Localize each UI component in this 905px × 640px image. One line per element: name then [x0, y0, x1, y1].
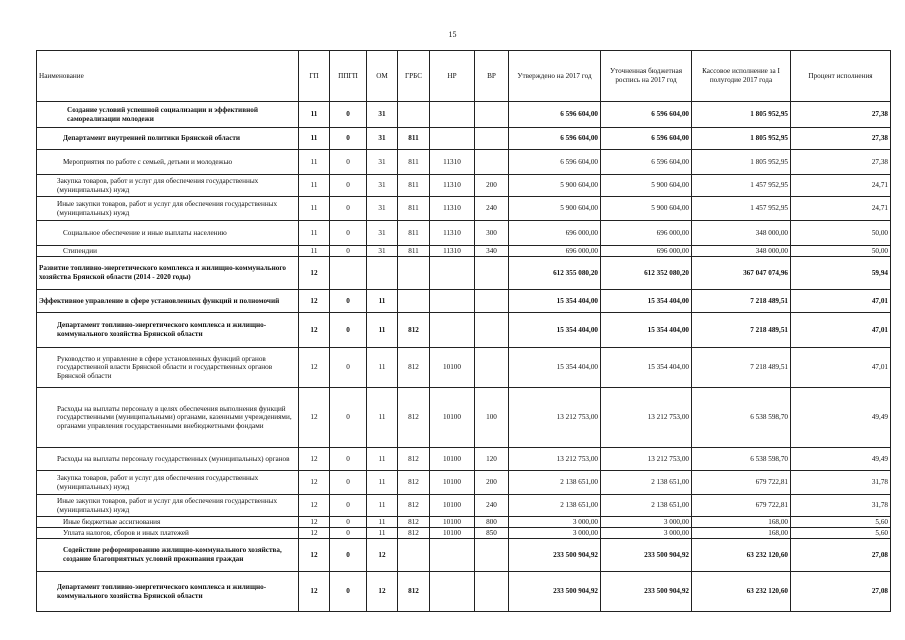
row-vr: 200 [475, 175, 509, 197]
row-om: 11 [367, 471, 398, 495]
row-gp: 11 [299, 128, 330, 150]
row-om: 12 [367, 572, 398, 612]
table-row [37, 388, 891, 448]
row-approved: 233 500 904,92 [509, 539, 601, 572]
table-row [37, 572, 891, 612]
row-refined: 612 352 080,20 [601, 257, 692, 290]
row-approved: 5 900 604,00 [509, 175, 601, 197]
row-refined: 13 212 753,00 [601, 388, 692, 448]
row-percent: 24,71 [791, 175, 891, 197]
row-cash: 1 805 952,95 [692, 128, 791, 150]
row-percent: 27,38 [791, 102, 891, 128]
row-ppgp: 0 [330, 495, 367, 517]
row-percent: 27,38 [791, 128, 891, 150]
row-approved: 15 354 404,00 [509, 348, 601, 388]
table-row [37, 246, 891, 257]
table-row [37, 290, 891, 313]
row-name: Департамент внутренней политики Брянской области [37, 128, 299, 150]
row-gp: 11 [299, 246, 330, 257]
row-name: Руководство и управление в сфере установленных функций органов государственной власти Брянской области и государственных органов Брянской области [37, 348, 299, 388]
row-ppgp: 0 [330, 246, 367, 257]
row-vr [475, 257, 509, 290]
row-name: Департамент топливно-энергетического комплекса и жилищно-коммунального хозяйства Брянской области [37, 572, 299, 612]
header-percent: Процент исполнения [791, 51, 891, 102]
row-ppgp: 0 [330, 348, 367, 388]
row-np [430, 128, 475, 150]
row-gp: 12 [299, 313, 330, 348]
row-om: 11 [367, 448, 398, 471]
header-cash: Кассовое исполнение за I полугодие 2017 года [692, 51, 791, 102]
row-name: Закупка товаров, работ и услуг для обеспечения государственных (муниципальных) нужд [37, 471, 299, 495]
row-cash: 63 232 120,60 [692, 572, 791, 612]
row-percent: 27,38 [791, 150, 891, 175]
row-ppgp: 0 [330, 313, 367, 348]
row-cash: 348 000,00 [692, 221, 791, 246]
row-vr [475, 290, 509, 313]
row-vr: 100 [475, 388, 509, 448]
row-ppgp [330, 257, 367, 290]
row-vr: 800 [475, 517, 509, 528]
row-cash: 1 457 952,95 [692, 175, 791, 197]
row-gp: 12 [299, 290, 330, 313]
header-np: НР [430, 51, 475, 102]
header-grbs: ГРБС [398, 51, 430, 102]
row-om: 31 [367, 102, 398, 128]
row-ppgp: 0 [330, 175, 367, 197]
row-approved: 13 212 753,00 [509, 388, 601, 448]
row-name: Расходы на выплаты персоналу в целях обеспечения выполнения функций государственными (муниципальными) органами, казенными учреждениями, органами управления государственными внебюджетными фондами [37, 388, 299, 448]
row-vr [475, 539, 509, 572]
table-row [37, 175, 891, 197]
header-ppgp: ППГП [330, 51, 367, 102]
row-np: 10100 [430, 471, 475, 495]
row-om: 11 [367, 313, 398, 348]
row-percent: 27,08 [791, 572, 891, 612]
row-approved: 15 354 404,00 [509, 290, 601, 313]
row-refined: 6 596 604,00 [601, 150, 692, 175]
row-vr: 240 [475, 197, 509, 221]
row-np [430, 572, 475, 612]
row-percent: 49,49 [791, 448, 891, 471]
header-row [37, 51, 891, 102]
row-cash: 679 722,81 [692, 471, 791, 495]
row-np: 10100 [430, 495, 475, 517]
row-np: 11310 [430, 221, 475, 246]
row-vr [475, 150, 509, 175]
row-approved: 5 900 604,00 [509, 197, 601, 221]
row-grbs [398, 290, 430, 313]
table-row [37, 528, 891, 539]
table-row [37, 128, 891, 150]
table-row [37, 221, 891, 246]
row-refined: 696 000,00 [601, 246, 692, 257]
row-gp: 11 [299, 102, 330, 128]
row-cash: 367 047 074,96 [692, 257, 791, 290]
row-name: Эффективное управление в сфере установленных функций и полномочий [37, 290, 299, 313]
table-row [37, 257, 891, 290]
table-row [37, 348, 891, 388]
row-approved: 6 596 604,00 [509, 128, 601, 150]
row-grbs: 811 [398, 175, 430, 197]
row-refined: 2 138 651,00 [601, 471, 692, 495]
row-refined: 233 500 904,92 [601, 539, 692, 572]
row-ppgp: 0 [330, 572, 367, 612]
row-name: Иные бюджетные ассигнования [37, 517, 299, 528]
row-om: 11 [367, 528, 398, 539]
row-refined: 233 500 904,92 [601, 572, 692, 612]
row-gp: 12 [299, 539, 330, 572]
row-om: 11 [367, 495, 398, 517]
row-gp: 12 [299, 448, 330, 471]
row-name: Закупка товаров, работ и услуг для обеспечения государственных (муниципальных) нужд [37, 175, 299, 197]
row-cash: 168,00 [692, 517, 791, 528]
row-om: 31 [367, 197, 398, 221]
header-om: ОМ [367, 51, 398, 102]
row-np [430, 257, 475, 290]
row-gp: 12 [299, 388, 330, 448]
row-gp: 11 [299, 197, 330, 221]
row-om: 11 [367, 348, 398, 388]
row-percent: 31,78 [791, 471, 891, 495]
row-refined: 5 900 604,00 [601, 197, 692, 221]
row-refined: 6 596 604,00 [601, 128, 692, 150]
row-approved: 6 596 604,00 [509, 102, 601, 128]
row-name: Развитие топливно-энергетического комплекса и жилищно-коммунального хозяйства Брянской области (2014 - 2020 годы) [37, 257, 299, 290]
row-approved: 612 355 080,20 [509, 257, 601, 290]
table-row [37, 495, 891, 517]
row-ppgp: 0 [330, 528, 367, 539]
row-cash: 6 538 598,70 [692, 448, 791, 471]
row-refined: 3 000,00 [601, 517, 692, 528]
row-percent: 5,60 [791, 517, 891, 528]
row-om: 12 [367, 539, 398, 572]
row-gp: 11 [299, 175, 330, 197]
row-percent: 47,01 [791, 290, 891, 313]
row-name: Стипендии [37, 246, 299, 257]
row-approved: 3 000,00 [509, 528, 601, 539]
row-vr [475, 348, 509, 388]
header-refined: Уточненная бюджетная роспись на 2017 год [601, 51, 692, 102]
row-vr [475, 572, 509, 612]
row-om: 31 [367, 175, 398, 197]
row-vr: 340 [475, 246, 509, 257]
table-row [37, 448, 891, 471]
row-ppgp: 0 [330, 448, 367, 471]
row-gp: 12 [299, 495, 330, 517]
row-grbs: 812 [398, 517, 430, 528]
row-om: 31 [367, 128, 398, 150]
row-percent: 24,71 [791, 197, 891, 221]
row-om [367, 257, 398, 290]
row-refined: 3 000,00 [601, 528, 692, 539]
row-name: Содействие реформированию жилищно-коммунального хозяйства, создание благоприятных условий проживания граждан [37, 539, 299, 572]
row-name: Создание условий успешной социализации и эффективной самореализации молодежи [37, 102, 299, 128]
budget-execution-table [36, 50, 891, 612]
row-grbs: 811 [398, 197, 430, 221]
row-approved: 2 138 651,00 [509, 495, 601, 517]
table-row [37, 102, 891, 128]
row-grbs: 812 [398, 471, 430, 495]
row-vr: 200 [475, 471, 509, 495]
row-gp: 12 [299, 528, 330, 539]
row-percent: 50,00 [791, 246, 891, 257]
row-name: Социальное обеспечение и иные выплаты населению [37, 221, 299, 246]
table-row [37, 150, 891, 175]
row-ppgp: 0 [330, 517, 367, 528]
row-ppgp: 0 [330, 150, 367, 175]
row-ppgp: 0 [330, 471, 367, 495]
row-np: 10100 [430, 448, 475, 471]
row-approved: 15 354 404,00 [509, 313, 601, 348]
row-gp: 11 [299, 150, 330, 175]
row-grbs: 811 [398, 128, 430, 150]
row-gp: 11 [299, 221, 330, 246]
row-grbs: 811 [398, 246, 430, 257]
row-approved: 6 596 604,00 [509, 150, 601, 175]
row-percent: 47,01 [791, 313, 891, 348]
row-np: 10100 [430, 348, 475, 388]
row-np [430, 102, 475, 128]
row-grbs [398, 102, 430, 128]
row-np: 10100 [430, 517, 475, 528]
row-grbs: 812 [398, 495, 430, 517]
row-approved: 2 138 651,00 [509, 471, 601, 495]
header-gp: ГП [299, 51, 330, 102]
row-cash: 679 722,81 [692, 495, 791, 517]
row-ppgp: 0 [330, 221, 367, 246]
row-percent: 27,08 [791, 539, 891, 572]
table-row [37, 197, 891, 221]
row-grbs [398, 539, 430, 572]
row-refined: 6 596 604,00 [601, 102, 692, 128]
row-grbs: 812 [398, 572, 430, 612]
row-vr: 120 [475, 448, 509, 471]
row-name: Уплата налогов, сборов и иных платежей [37, 528, 299, 539]
row-percent: 5,60 [791, 528, 891, 539]
row-om: 31 [367, 221, 398, 246]
row-approved: 3 000,00 [509, 517, 601, 528]
row-om: 11 [367, 290, 398, 313]
row-approved: 696 000,00 [509, 246, 601, 257]
row-cash: 7 218 489,51 [692, 290, 791, 313]
row-grbs: 812 [398, 388, 430, 448]
row-refined: 696 000,00 [601, 221, 692, 246]
row-np [430, 313, 475, 348]
row-gp: 12 [299, 257, 330, 290]
header-approved: Утверждено на 2017 год [509, 51, 601, 102]
row-vr [475, 102, 509, 128]
row-gp: 12 [299, 572, 330, 612]
row-grbs: 812 [398, 313, 430, 348]
table-row [37, 539, 891, 572]
page-number: 15 [448, 30, 457, 39]
row-cash: 168,00 [692, 528, 791, 539]
row-vr: 300 [475, 221, 509, 246]
row-grbs [398, 257, 430, 290]
row-refined: 5 900 604,00 [601, 175, 692, 197]
row-ppgp: 0 [330, 388, 367, 448]
row-name: Департамент топливно-энергетического комплекса и жилищно-коммунального хозяйства Брянской области [37, 313, 299, 348]
row-vr [475, 128, 509, 150]
row-grbs: 812 [398, 348, 430, 388]
table-row [37, 313, 891, 348]
row-percent: 50,00 [791, 221, 891, 246]
row-om: 11 [367, 517, 398, 528]
row-percent: 59,94 [791, 257, 891, 290]
row-cash: 1 457 952,95 [692, 197, 791, 221]
table-row [37, 471, 891, 495]
row-name: Иные закупки товаров, работ и услуг для обеспечения государственных (муниципальных) нужд [37, 197, 299, 221]
row-approved: 13 212 753,00 [509, 448, 601, 471]
row-refined: 2 138 651,00 [601, 495, 692, 517]
row-grbs: 811 [398, 150, 430, 175]
row-om: 11 [367, 388, 398, 448]
row-om: 31 [367, 246, 398, 257]
row-name: Мероприятия по работе с семьей, детьми и молодежью [37, 150, 299, 175]
row-np: 11310 [430, 175, 475, 197]
row-percent: 47,01 [791, 348, 891, 388]
row-np [430, 539, 475, 572]
row-vr: 850 [475, 528, 509, 539]
row-name: Расходы на выплаты персоналу государственных (муниципальных) органов [37, 448, 299, 471]
row-om: 31 [367, 150, 398, 175]
table-row [37, 517, 891, 528]
row-np: 11310 [430, 197, 475, 221]
row-refined: 13 212 753,00 [601, 448, 692, 471]
row-vr [475, 313, 509, 348]
row-refined: 15 354 404,00 [601, 290, 692, 313]
row-refined: 15 354 404,00 [601, 313, 692, 348]
row-ppgp: 0 [330, 128, 367, 150]
row-gp: 12 [299, 348, 330, 388]
row-vr: 240 [475, 495, 509, 517]
row-np [430, 290, 475, 313]
row-np: 10100 [430, 388, 475, 448]
row-percent: 49,49 [791, 388, 891, 448]
row-ppgp: 0 [330, 539, 367, 572]
row-gp: 12 [299, 471, 330, 495]
header-name: Наименование [37, 51, 299, 102]
row-percent: 31,78 [791, 495, 891, 517]
row-cash: 63 232 120,60 [692, 539, 791, 572]
row-ppgp: 0 [330, 102, 367, 128]
row-approved: 233 500 904,92 [509, 572, 601, 612]
row-cash: 7 218 489,51 [692, 313, 791, 348]
row-grbs: 812 [398, 448, 430, 471]
header-vr: ВР [475, 51, 509, 102]
row-cash: 1 805 952,95 [692, 102, 791, 128]
row-ppgp: 0 [330, 290, 367, 313]
row-ppgp: 0 [330, 197, 367, 221]
row-gp: 12 [299, 517, 330, 528]
row-np: 10100 [430, 528, 475, 539]
row-refined: 15 354 404,00 [601, 348, 692, 388]
row-name: Иные закупки товаров, работ и услуг для обеспечения государственных (муниципальных) нужд [37, 495, 299, 517]
row-np: 11310 [430, 246, 475, 257]
row-cash: 348 000,00 [692, 246, 791, 257]
row-grbs: 811 [398, 221, 430, 246]
row-cash: 1 805 952,95 [692, 150, 791, 175]
row-cash: 7 218 489,51 [692, 348, 791, 388]
row-approved: 696 000,00 [509, 221, 601, 246]
row-np: 11310 [430, 150, 475, 175]
row-grbs: 812 [398, 528, 430, 539]
row-cash: 6 538 598,70 [692, 388, 791, 448]
